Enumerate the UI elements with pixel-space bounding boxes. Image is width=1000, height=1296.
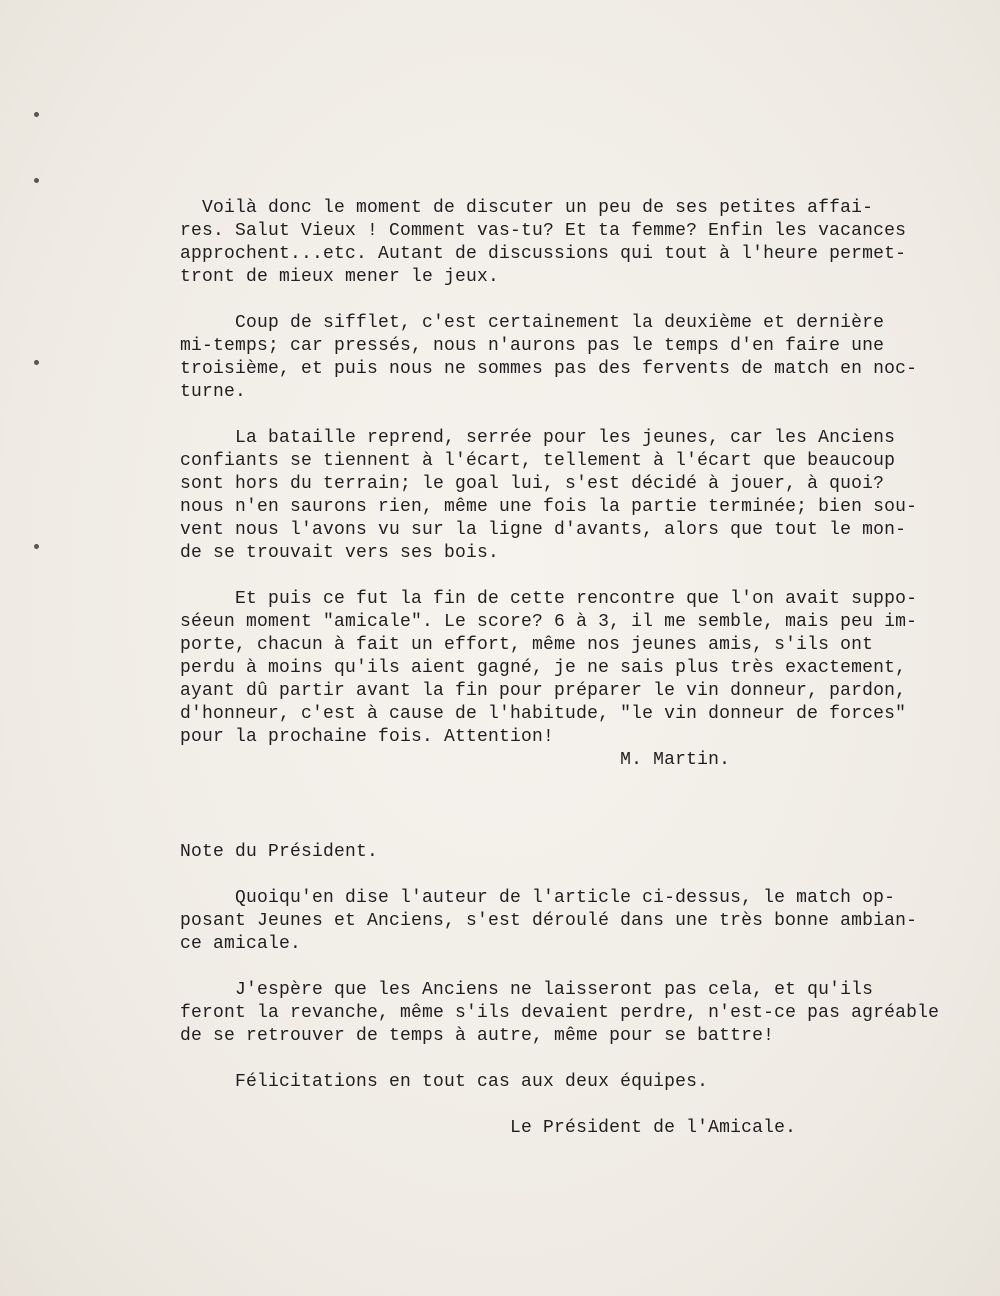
text-line: troisième, et puis nous ne sommes pas des fervents de match en noc- (180, 359, 918, 379)
text-line: turne. (180, 382, 247, 402)
text-line: nous n'en saurons rien, même une fois la partie terminée; bien sou- (180, 497, 918, 517)
text-line: approchent...etc. Autant de discussions qui tout à l'heure permet- (180, 244, 907, 264)
text-line: feront la revanche, même s'ils devaient perdre, n'est-ce pas agréable (180, 1003, 940, 1023)
text-line: porte, chacun à fait un effort, même nos jeunes amis, s'ils ont (180, 635, 874, 655)
text-line: Voilà donc le moment de discuter un peu de ses petites affai- (180, 198, 874, 218)
text-line: res. Salut Vieux ! Comment vas-tu? Et ta femme? Enfin les vacances (180, 221, 907, 241)
text-line: posant Jeunes et Anciens, s'est déroulé dans une très bonne ambian- (180, 911, 918, 931)
text-line: sont hors du terrain; le goal lui, s'est décidé à jouer, à quoi? (180, 474, 885, 494)
punch-hole-mark (34, 178, 39, 183)
text-line: ce amicale. (180, 934, 302, 954)
text-line: Félicitations en tout cas aux deux équipes. (180, 1072, 709, 1092)
text-line: Quoiqu'en dise l'auteur de l'article ci-dessus, le match op- (180, 888, 896, 908)
note-signature: Le Président de l'Amicale. (180, 1118, 797, 1138)
text-line: La bataille reprend, serrée pour les jeunes, car les Anciens (180, 428, 896, 448)
text-line: vent nous l'avons vu sur la ligne d'avants, alors que tout le mon- (180, 520, 907, 540)
text-line: ayant dû partir avant la fin pour préparer le vin donneur, pardon, (180, 681, 907, 701)
text-line: tront de mieux mener le jeux. (180, 267, 500, 287)
punch-hole-mark (34, 112, 39, 117)
typewritten-text (180, 197, 940, 1140)
text-line: séeun moment "amicale". Le score? 6 à 3, il me semble, mais peu im- (180, 612, 918, 632)
punch-hole-mark (34, 544, 39, 549)
text-line: Coup de sifflet, c'est certainement la deuxième et dernière (180, 313, 885, 333)
text-line: Et puis ce fut la fin de cette rencontre que l'on avait suppo- (180, 589, 918, 609)
text-line: pour la prochaine fois. Attention! (180, 727, 555, 747)
text-line: de se trouvait vers ses bois. (180, 543, 500, 563)
punch-hole-mark (34, 360, 39, 365)
text-line: J'espère que les Anciens ne laisseront pas cela, et qu'ils (180, 980, 874, 1000)
text-line: perdu à moins qu'ils aient gagné, je ne sais plus très exactement, (180, 658, 907, 678)
note-heading: Note du Président. (180, 842, 379, 862)
article-signature: M. Martin. (180, 750, 731, 770)
text-line: mi-temps; car pressés, nous n'aurons pas le temps d'en faire une (180, 336, 885, 356)
text-line: confiants se tiennent à l'écart, tellement à l'écart que beaucoup (180, 451, 896, 471)
text-line: de se retrouver de temps à autre, même pour se battre! (180, 1026, 775, 1046)
text-line: d'honneur, c'est à cause de l'habitude, "le vin donneur de forces" (180, 704, 907, 724)
